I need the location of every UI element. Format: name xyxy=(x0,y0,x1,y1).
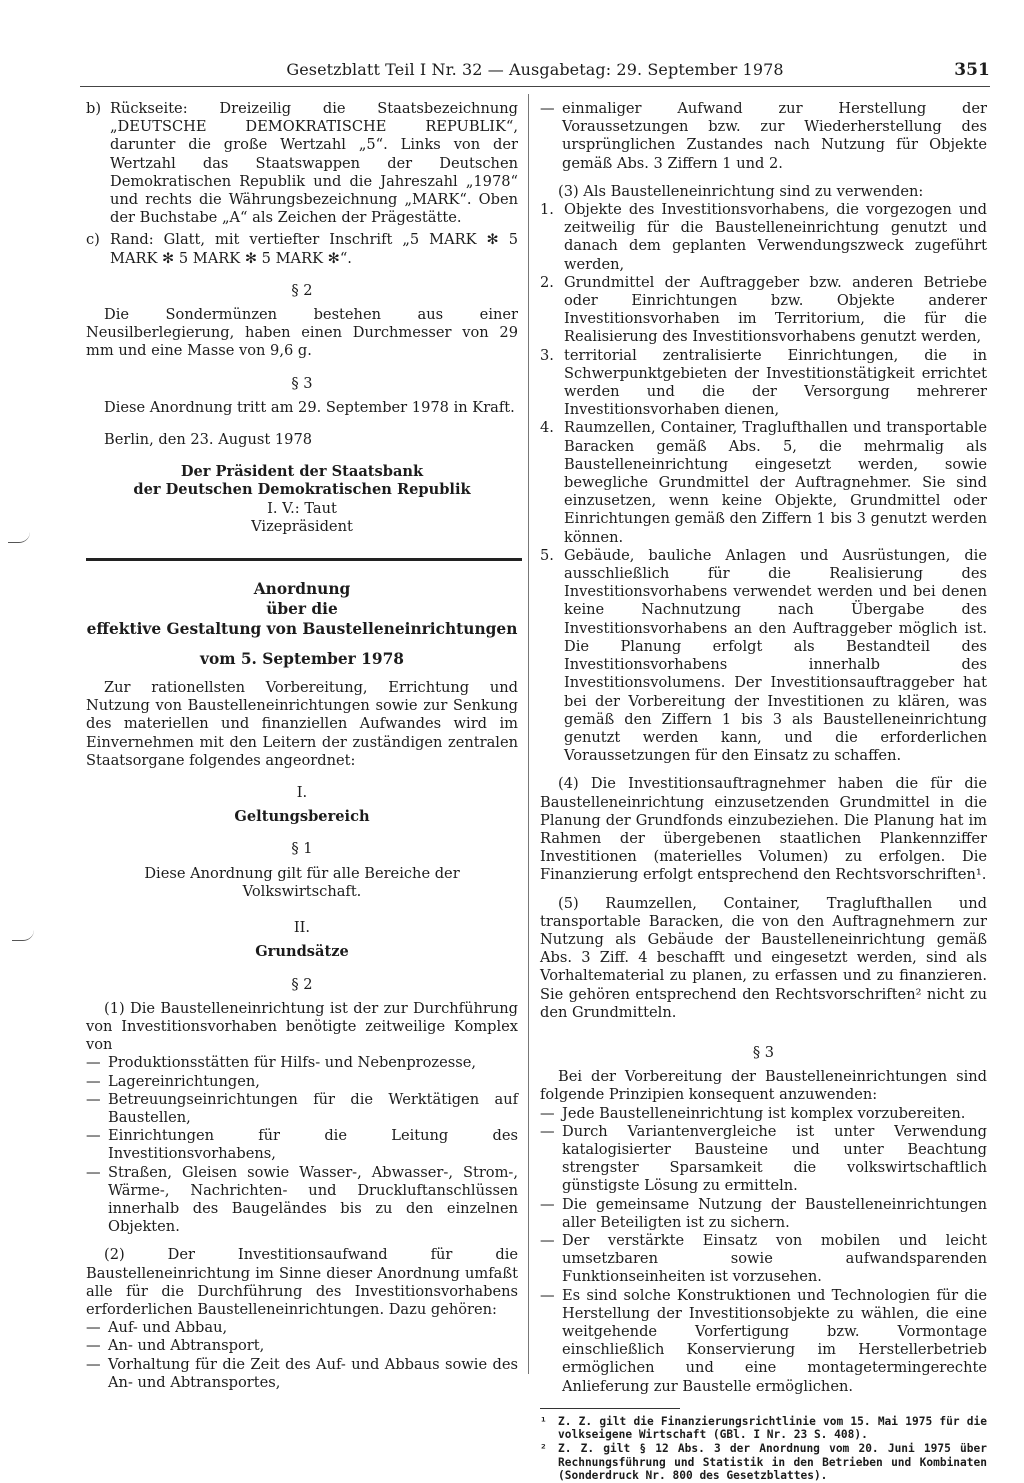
list-item: — Straßen, Gleisen sowie Wasser-, Abwasser-, Strom-, Wärme-, Nachrichten- und Druckluftanschlüssen innerhalb des Baugeländes bis zu den einzelnen Objekten. xyxy=(86,1163,518,1236)
part-number: II. xyxy=(293,919,311,937)
ordinance-title: Anordnung xyxy=(253,580,351,599)
list-item: — Lagereinrichtungen, xyxy=(86,1072,260,1090)
section-heading: § 1 xyxy=(291,840,313,858)
section-heading: § 3 xyxy=(291,374,313,392)
list-item: — Die gemeinsame Nutzung der Baustelleneinrichtungen aller Beteiligten ist zu sichern. xyxy=(540,1195,987,1231)
item-b xyxy=(86,100,518,227)
list-item: — Auf- und Abbau, xyxy=(86,1319,228,1337)
footnote: ¹ Z. Z. gilt die Finanzierungsrichtlinie vom 15. Mai 1975 für die volkseigene Wirtschaft (GBl. I Nr. 23 S. 408). xyxy=(540,1414,987,1442)
part-title: Geltungsbereich xyxy=(234,808,370,826)
paragraph-1: (1) Die Baustelleneinrichtung ist der zur Durchführung von Investitionsvorhaben benötigte zeitweilige Komplex von xyxy=(86,999,518,1054)
part-number: I. xyxy=(296,784,308,802)
principles-list xyxy=(540,1105,987,1396)
list-abs2 xyxy=(86,1319,518,1392)
ordinance-date: vom 5. September 1978 xyxy=(200,650,404,669)
footnote: ² Z. Z. gilt § 12 Abs. 3 der Anordnung vom 20. Juni 1975 über Rechnungsführung und Statistik in den Betrieben und Kombinaten (Sonderdruck Nr. 800 des Gesetzblattes). xyxy=(540,1442,987,1483)
numbered-item: 4. Raumzellen, Container, Traglufthallen und transportable Baracken gemäß Abs. 5, die mehrmalig als Baustelleneinrichtung eingesetzt werden, sowie bewegliche Grundmittel der Auftragnehmer. Sie sind einzusetzen, wenn keine Objekte, Grundmittel oder Einrichtungen gemäß den Ziffern 1 bis 3 genutzt werden können. xyxy=(540,419,987,546)
item-text: Rückseite: Dreizeilig die Staatsbezeichnung „DEUTSCHE DEMOKRATISCHE REPUBLIK“, darunter die große Wertzahl „5“. Links von der Wertzahl das Staatswappen der Deutschen Demokratischen Republik und die Jahreszahl „1978“ und rechts die Währungsbezeichnung „MARK“. Oben der Buchstabe „A“ als Zeichen der Prägestätte. xyxy=(110,100,518,227)
header-rule xyxy=(80,86,990,87)
ordinance-title: über die xyxy=(266,600,338,619)
list-item: — Durch Variantenvergleiche ist unter Verwendung katalogisierter Bausteine und unter Beachtung strengster Sparsamkeit die volkswirtschaftlich günstigste Lösung zu ermitteln. xyxy=(540,1122,987,1195)
section-heading: § 3 xyxy=(752,1043,775,1061)
list-item: — An- und Abtransport, xyxy=(86,1337,265,1355)
footnote-rule xyxy=(540,1408,680,1409)
numbered-item: 2. Grundmittel der Auftraggeber bzw. anderen Betriebe oder Einrichtungen bzw. Objekte anderer Investitionsvorhaben im Territorium, die für die Realisierung des Investitionsvorhabens genutzt werden, xyxy=(540,273,987,346)
item-label: b) xyxy=(86,100,102,117)
preamble: Zur rationellsten Vorbereitung, Errichtung und Nutzung von Baustelleneinrichtungen sowie zur Senkung des materiellen und finanziellen Aufwandes wird im Einvernehmen mit den Leitern der zuständigen zentralen Staatsorgane folgendes angeordnet: xyxy=(86,679,518,769)
paragraph-3-intro: (3) Als Baustelleneinrichtung sind zu verwenden: xyxy=(558,182,924,200)
margin-tick-mark xyxy=(12,930,34,941)
numbered-item: 1. Objekte des Investitionsvorhabens, die vorgezogen und zeitweilig für die Baustelleneinrichtung genutzt und danach dem geplanten Verwendungszweck zugeführt werden, xyxy=(540,201,987,273)
section-text: Die Sondermünzen bestehen aus einer Neusilberlegierung, haben einen Durchmesser von 29 mm und eine Masse von 9,6 g. xyxy=(86,306,518,360)
list-item: — Der verstärkte Einsatz von mobilen und leicht umsetzbaren sowie aufwandsparenden Funktionseinheiten ist vorzusehen. xyxy=(540,1231,987,1286)
column-divider xyxy=(528,94,529,1374)
signature-title: der Deutschen Demokratischen Republik xyxy=(133,481,471,499)
section-heading: § 2 xyxy=(291,281,313,299)
item-text: Rand: Glatt, mit vertiefter Inschrift „5 MARK ✻ 5 MARK ✻ 5 MARK ✻ 5 MARK ✻“. xyxy=(110,231,518,267)
section-intro: Bei der Vorbereitung der Baustelleneinrichtungen sind folgende Prinzipien konsequent anzuwenden: xyxy=(540,1068,987,1104)
signature-title: Der Präsident der Staatsbank xyxy=(180,463,424,481)
list-abs1 xyxy=(86,1054,518,1236)
page-number: 351 xyxy=(954,60,990,80)
list-item: — Jede Baustelleneinrichtung ist komplex vorzubereiten. xyxy=(540,1104,966,1122)
right-column xyxy=(540,100,987,1483)
list-item: — Vorhaltung für die Zeit des Auf- und Abbaus sowie des An- und Abtransportes, xyxy=(86,1355,518,1391)
section-text: Diese Anordnung gilt für alle Bereiche der Volkswirtschaft. xyxy=(144,864,460,900)
list-item: — Es sind solche Konstruktionen und Technologien für die Herstellung der Investitionsobjekte zu wählen, die eine weitgehende Vorfertigung bzw. Vormontage einschließlich Konservierung im Herstellerbetrieb ermöglichen und eine montagetermingerechte Anlieferung zur Baustelle ermöglichen. xyxy=(540,1286,987,1395)
numbered-list xyxy=(540,201,987,765)
page-header xyxy=(80,60,990,86)
header-title: Gesetzblatt Teil I Nr. 32 — Ausgabetag: 29. September 1978 xyxy=(286,60,784,79)
section-separator xyxy=(86,558,522,561)
paragraph-4: (4) Die Investitionsauftragnehmer haben die für die Baustelleneinrichtung einzusetzenden Grundmittel in die Planung der Grundfonds einzubeziehen. Die Planung hat im Rahmen der übergebenen staatlichen Plankennziffer Investitionen (materielles Volumen) zu erfolgen. Die Finanzierung erfolgt entsprechend den Rechtsvorschriften¹. xyxy=(540,775,987,884)
left-column xyxy=(86,100,518,1392)
section-text: Diese Anordnung tritt am 29. September 1978 in Kraft. xyxy=(104,398,515,416)
section-heading: § 2 xyxy=(291,975,313,993)
numbered-item: 3. territorial zentralisierte Einrichtungen, die in Schwerpunktgebieten der Investitionstätigkeit errichtet werden und die der Versorgung mehrerer Investitionsvorhaben dienen, xyxy=(540,346,987,419)
list-item: — Einrichtungen für die Leitung des Investitionsvorhabens, xyxy=(86,1127,518,1163)
signatory-name: I. V.: Taut xyxy=(267,499,337,517)
numbered-item: 5. Gebäude, bauliche Anlagen und Ausrüstungen, die ausschließlich für die Realisierung des Investitionsvorhabens verwendet werden und bei denen keine Nachnutzung nach Übergabe des Investitionsvorhabens an den Auftraggeber möglich ist. Die Planung erfolgt als Bestandteil des Investitionsvorhabens innerhalb des Investitionsvolumens. Der Investitionsauftraggeber hat bei der Vorbereitung der Investitionen zu klären, was gemäß den Ziffern 1 bis 3 als Baustelleneinrichtung genutzt werden kann, und die erforderlichen Voraussetzungen für den Einsatz zu schaffen. xyxy=(540,546,987,765)
signatory-role: Vizepräsident xyxy=(251,517,353,535)
part-title: Grundsätze xyxy=(255,943,349,961)
place-date: Berlin, den 23. August 1978 xyxy=(104,431,313,449)
list-item: — Produktionsstätten für Hilfs- und Nebenprozesse, xyxy=(86,1054,477,1072)
paragraph-5: (5) Raumzellen, Container, Traglufthallen und transportable Baracken, die von den Auftragnehmern zur Nutzung als Gebäude der Baustelleneinrichtung gemäß Abs. 3 Ziff. 4 beschafft und eingesetzt werden, sind als Vorhaltematerial zu planen, zu erfassen und zu finanzieren. Sie gehören entsprechend den Rechtsvorschriften² nicht zu den Grundmitteln. xyxy=(540,894,987,1021)
margin-tick-mark xyxy=(8,532,30,543)
footnotes xyxy=(540,1415,987,1483)
list-item: — Betreuungseinrichtungen für die Werktätigen auf Baustellen, xyxy=(86,1090,518,1126)
ordinance-title: effektive Gestaltung von Baustelleneinrichtungen xyxy=(86,620,518,639)
list-item: — einmaliger Aufwand zur Herstellung der Voraussetzungen bzw. zur Wiederherstellung des ursprünglichen Zustandes nach Nutzung für Objekte gemäß Abs. 3 Ziffern 1 und 2. xyxy=(540,100,987,172)
item-label: c) xyxy=(86,231,100,249)
item-c xyxy=(86,231,518,267)
paragraph-2: (2) Der Investitionsaufwand für die Baustelleneinrichtung im Sinne dieser Anordnung umfaßt alle für die Durchführung des Investitionsvorhabens erforderlichen Baustelleneinrichtungen. Dazu gehören: xyxy=(86,1246,518,1318)
